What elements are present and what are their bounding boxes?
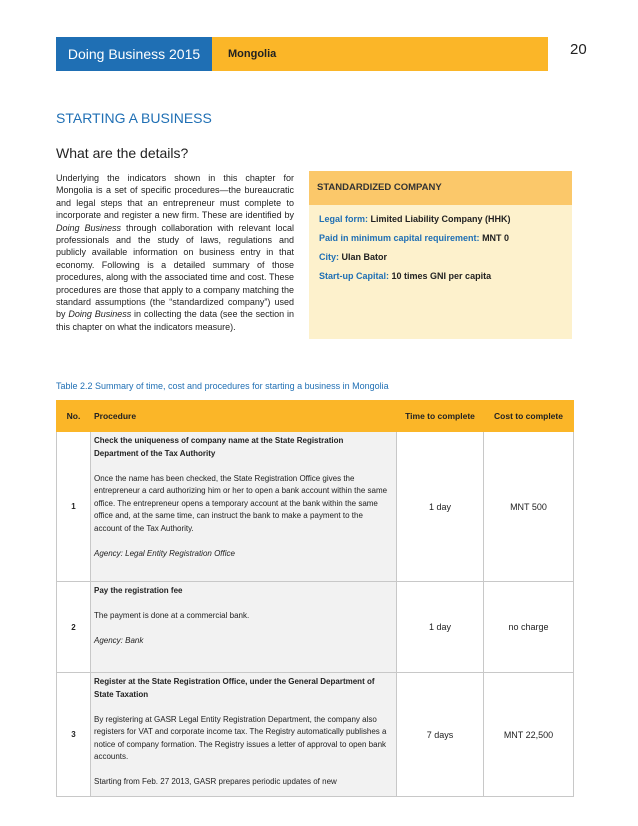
procedure-cell bbox=[91, 432, 397, 582]
time-cell: 1 day bbox=[397, 432, 484, 582]
time-cell: 7 days bbox=[397, 673, 484, 797]
table-caption: Table 2.2 Summary of time, cost and procedures for starting a business in Mongolia bbox=[56, 381, 389, 391]
procedure-cell bbox=[91, 673, 397, 797]
time-cell: 1 day bbox=[397, 582, 484, 673]
cost-cell: no charge bbox=[484, 582, 574, 673]
capital-value: MNT 0 bbox=[482, 233, 510, 243]
startup-row bbox=[319, 271, 572, 281]
startup-value: 10 times GNI per capita bbox=[391, 271, 492, 281]
intro-text-3: in collecting the data (see the section in this chapter on what the indicators measure). bbox=[56, 309, 294, 332]
country-label: Mongolia bbox=[228, 48, 277, 60]
intro-text-1: Underlying the indicators shown in this chapter for Mongolia is a set of specific procedures—the bureaucratic and legal steps that an entrepreneur must complete to incorporate and register a new firm. These are identified by bbox=[56, 173, 294, 221]
section-title: STARTING A BUSINESS bbox=[56, 110, 212, 126]
procedure-agency: Agency: Legal Entity Registration Office bbox=[94, 548, 235, 558]
procedure-title: Register at the State Registration Office, under the General Department of State Taxation bbox=[94, 677, 375, 699]
country-tab bbox=[212, 37, 548, 71]
procedure-description: By registering at GASR Legal Entity Registration Department, the company also registers for VAT and corporate income tax. The Registry automatically publishes a notice of company formation. The Registry issues a letter of approval to open bank accounts. bbox=[94, 714, 387, 761]
standardized-company-title: STANDARDIZED COMPANY bbox=[309, 171, 572, 205]
legal-form-row bbox=[319, 214, 572, 224]
table-row bbox=[57, 673, 574, 797]
subtitle: What are the details? bbox=[56, 145, 189, 161]
intro-emphasis-1: Doing Business bbox=[56, 222, 122, 233]
row-number: 1 bbox=[57, 432, 91, 582]
page-number: 20 bbox=[570, 41, 587, 58]
city-value: Ulan Bator bbox=[341, 252, 388, 262]
table-row bbox=[57, 432, 574, 582]
intro-text-2: through collaboration with relevant local professionals and the study of laws, regulations and publicly available information on business entry in that economy. Following is a detailed summary of those procedures, along with the associated time and cost. These procedures are those that apply to a company matching the standard assumptions (the “standardized company”) used by bbox=[56, 222, 294, 320]
intro-emphasis-2: Doing Business bbox=[68, 309, 132, 320]
capital-label: Paid in minimum capital requirement: bbox=[319, 233, 480, 243]
procedures-table bbox=[56, 400, 574, 797]
city-label: City: bbox=[319, 252, 339, 262]
table-row bbox=[57, 582, 574, 673]
capital-row bbox=[319, 233, 572, 243]
cost-cell: MNT 22,500 bbox=[484, 673, 574, 797]
header-cost: Cost to complete bbox=[484, 401, 574, 432]
legal-form-label: Legal form: bbox=[319, 214, 369, 224]
procedure-title: Check the uniqueness of company name at the State Registration Department of the Tax Authority bbox=[94, 436, 344, 458]
procedure-cell bbox=[91, 582, 397, 673]
procedure-description-continued: Starting from Feb. 27 2013, GASR prepares periodic updates of new bbox=[94, 777, 337, 786]
procedure-description: Once the name has been checked, the State Registration Office gives the entrepreneur a card authorizing him or her to open a bank account within the same office. The entrepreneur opens a temporary account at the bank within the same office and, at the same time, can instruct the bank to make a payment to the account of the Tax Authority. bbox=[94, 473, 388, 533]
standardized-company-box bbox=[309, 171, 572, 339]
row-number: 3 bbox=[57, 673, 91, 797]
header-procedure: Procedure bbox=[91, 401, 397, 432]
procedure-description: The payment is done at a commercial bank. bbox=[94, 611, 250, 620]
row-number: 2 bbox=[57, 582, 91, 673]
intro-paragraph bbox=[56, 172, 294, 333]
table-header-row bbox=[57, 401, 574, 432]
cost-cell: MNT 500 bbox=[484, 432, 574, 582]
city-row bbox=[319, 252, 572, 262]
procedure-agency: Agency: Bank bbox=[94, 636, 144, 645]
procedure-title: Pay the registration fee bbox=[94, 586, 183, 595]
legal-form-value: Limited Liability Company (HHK) bbox=[370, 214, 511, 224]
header-no: No. bbox=[57, 401, 91, 432]
report-title-tab: Doing Business 2015 bbox=[56, 37, 212, 71]
header-time: Time to complete bbox=[397, 401, 484, 432]
startup-label: Start-up Capital: bbox=[319, 271, 390, 281]
